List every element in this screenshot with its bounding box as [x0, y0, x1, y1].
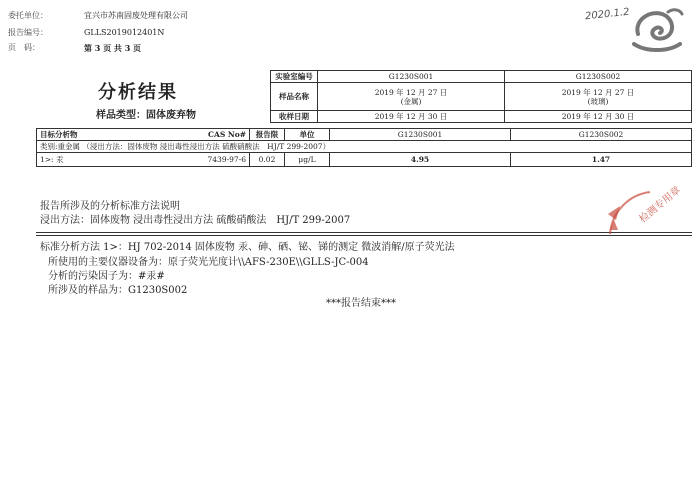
- instrument-line: 所使用的主要仪器设备为：原子荧光光度计\\AFS-230E\\GLLS-JC-004: [48, 257, 369, 268]
- method-title: 报告所涉及的分析标准方法说明: [40, 201, 180, 212]
- leach-method: 浸出方法：固体废物 浸出毒性浸出方法 硫酸硝酸法 HJ/T 299-2007: [40, 215, 351, 226]
- client-label: 委托单位：: [8, 11, 48, 20]
- stamp-text: 检测专用章: [637, 184, 683, 226]
- sample-name-s2: [505, 83, 692, 111]
- report-end: ***报告结束***: [326, 298, 396, 309]
- lab-number-s1: G1230S001: [318, 71, 505, 83]
- col-sample-1: G1230S001: [330, 129, 511, 141]
- client-value: 宜兴市苏南固废处理有限公司: [84, 11, 188, 20]
- analyte-cas: 7439-97-6: [173, 153, 250, 167]
- lab-number-label: 实验室编号: [271, 71, 318, 83]
- analyte-name: 1>: 汞: [37, 153, 174, 167]
- table-row: [37, 153, 692, 167]
- analyte-unit: μg/L: [285, 153, 330, 167]
- page-label: 页 码：: [8, 43, 40, 52]
- lab-number-s2: G1230S002: [505, 71, 692, 83]
- sample-info-table: [270, 70, 692, 123]
- seal-stamp: [590, 186, 694, 270]
- category-row: 类别:重金属 （浸出方法：固体废物 浸出毒性浸出方法 硫酸硝酸法 HJ/T 299-2007）: [37, 141, 692, 153]
- page-title: 分析结果: [98, 82, 178, 103]
- page-value: 第 3 页 共 3 页: [84, 43, 142, 53]
- standard-method: 标准分析方法 1>：HJ 702-2014 固体废物 汞、砷、硒、铋、锑的测定 微波消解/原子荧光法: [40, 242, 455, 253]
- col-sample-2: G1230S002: [511, 129, 692, 141]
- sample-date-s1: 2019 年 12 月 27 日: [374, 87, 448, 97]
- results-table: [36, 128, 692, 167]
- handwritten-date: 2020.1.2: [584, 6, 630, 23]
- analyte-limit: 0.02: [250, 153, 285, 167]
- result-sample-1: 4.95: [330, 153, 511, 167]
- report-number-value: GLLS2019012401N: [84, 28, 165, 37]
- report-number-label: 报告编号：: [8, 28, 48, 37]
- col-unit: 单位: [285, 129, 330, 141]
- sample-material-s2: (玻璃): [587, 96, 609, 106]
- receive-date-s1: 2019 年 12 月 30 日: [318, 111, 505, 123]
- sample-material-s1: (金属): [400, 96, 422, 106]
- samples-involved-line: 所涉及的样品为：G1230S002: [48, 285, 188, 296]
- result-sample-2: 1.47: [511, 153, 692, 167]
- col-cas: CAS No#: [173, 129, 250, 141]
- sample-date-s2: 2019 年 12 月 27 日: [561, 87, 635, 97]
- sample-name-s1: [318, 83, 505, 111]
- receive-date-s2: 2019 年 12 月 30 日: [505, 111, 692, 123]
- col-analyte: 目标分析物: [37, 129, 174, 141]
- sample-name-label: 样品名称: [271, 83, 318, 111]
- sample-type: 样品类型：固体废弃物: [96, 110, 196, 121]
- swirl-logo-icon: [628, 4, 686, 56]
- col-limit: 报告限: [250, 129, 285, 141]
- receive-date-label: 收样日期: [271, 111, 318, 123]
- pollutant-line: 分析的污染因子为：#汞#: [48, 271, 165, 282]
